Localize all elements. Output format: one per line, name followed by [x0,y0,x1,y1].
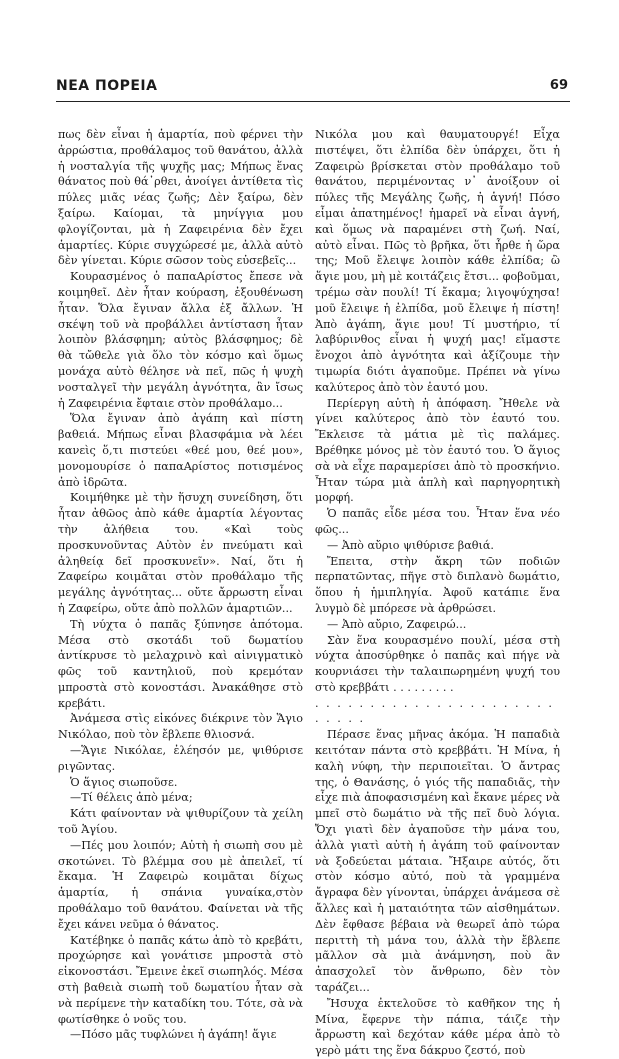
header-rule [56,101,570,102]
page-number: 69 [549,78,568,93]
running-header [56,78,568,100]
paragraph: — Ἀπὸ αὔριο, Ζαφειρώ... [327,617,467,631]
paragraph: Ὅλα ἔγιναν ἀπὸ ἀγάπη καὶ πίστη βαθειά. Μήπως εἶναι βλασφάμια νὰ λέει κανεὶς ὅ,τι πιστεύει «θεέ μου, θεέ μου», μονομουρίσε ὁ παπαΑρίστος ποτισμένος ἀπὸ ἱδρῶτα. [58,412,303,489]
paragraph: πως δὲν εἶναι ἡ ἁμαρτία, ποὺ φέρνει τὴν ἀρρώστια, προθάλαμος τοῦ θανάτου, ἀλλὰ ἡ νοσταλγία τῆς ψυχῆς μας; Μήπως ἕνας θάνατος ποὺ θά᾿ρθει, ἀνοίγει ἀντίθετα τὶς πύλες μιᾶς νέας ζωῆς; Δὲν ξαίρω, δὲν ξαίρω. Καίομαι, τὰ μηνίγγια μου φλογίζονται, μὰ ἡ Ζαφειρένια δὲν ἔχει ἁμαρτίες. Κύριε συγχώρεσέ με, ἀλλὰ αὐτὸ δὲν γίνεται. Κύριε σῶσον τοὺς εὐσεβεῖς... [58,128,303,268]
right-column [315,127,560,1058]
paragraph: Ἀνάμεσα στὶς εἰκόνες διέκρινε τὸν Ἅγιο Νικόλαο, ποὺ τὸν ἔβλεπε θλιοσνά. [58,712,303,742]
paragraph: Κοιμήθηκε μὲ τὴν ἥσυχη συνείδηση, ὅτι ἦταν ἀθῶος ἀπὸ κάθε ἁμαρτία λέγοντας τὴν ἀλήθεια του. «Καὶ τοὺς προσκυνοῦντας Αὐτὸν ἐν πνεύματι καὶ ἀληθείᾳ δεῖ προσκυνεῖν». Ναί, ὅτι ἡ Ζαφείρω κοιμᾶται στὸν προθάλαμο τῆς μεγάλης ἀγνότητας... οὔτε ἄρρωστη εἶναι ἡ Ζαφείρω, οὔτε ἀπὸ πολλῶν ἁμαρτιῶν... [58,491,303,615]
left-column [58,127,303,1042]
paragraph: Πέρασε ἕνας μῆνας ἀκόμα. Ἡ παπαδιὰ κειτόταν πάντα στὸ κρεββάτι. Ἡ Μίνα, ἡ καλὴ νύφη, τὴν περιποιεῖται. Ὁ ἄντρας της, ὁ Θανάσης, ὁ γιός τῆς παπαδιᾶς, τὴν εἶχε πιὰ ἀποφασισμένη καὶ ἔκανε μέρες νὰ μπεῖ στὸ δωμάτιο νὰ τῆς πεῖ δυὸ λόγια. Ὄχι γιατὶ δὲν ἀγαποῦσε τὴν μάνα του, ἀλλὰ γιατὶ αὐτὴ ἡ ἀγάπη τοῦ φαίνονταν νὰ ξοδεύεται μάταια. Ἤξαιρε αὐτός, ὅτι στὸν κόσμο αὐτό, ποὺ τὰ γραμμένα ἄγραφα δὲν γίνονται, ὑπάρχει ἀνάμεσα σὲ ἄλλες καὶ ἡ ματαιότητα τῶν αἰσθημάτων. Δὲν ἔφθασε βέβαια νὰ θεωρεῖ ἀπὸ τώρα περιττὴ τὴ μάνα του, ἀλλὰ τὴν ἔβλεπε μᾶλλον σὰ μιὰ ἀνάμνηση, ποὺ ἂν ἀπασχολεῖ τὸν ἄνθρωπο, δὲν τὸν ταράζει... [315,728,560,995]
paragraph: . . . . . . . . . . . . . . . . . . . . . . . . . . . [315,696,554,726]
paragraph: Κάτι φαίνονταν νὰ ψιθυρίζουν τὰ χείλη τοῦ Ἁγίου. [58,807,303,837]
journal-title: ΝΕΑ ΠΟΡΕΙΑ [56,78,158,94]
paragraph: —Τί θέλεις ἀπὸ μένα; [70,791,193,805]
paragraph: Κουρασμένος ὁ παπαΑρίστος ἔπεσε νὰ κοιμηθεῖ. Δὲν ἦταν κούραση, ἐξουθένωση ἦταν. Ὅλα ἔγιναν ἄλλα ἐξ ἄλλων. Ἡ σκέψη τοῦ νὰ προβάλλει ἀντίσταση ἦταν λοιπὸν βλάσφημη; αὐτὸς βλάσφημος; δὲ θὰ τὤθελε γιὰ ὅλο τὸν κόσμο καὶ ὅμως μονάχα αὐτὸ θέλησε νὰ πεῖ, πῶς ἡ ψυχὴ νοσταλγεῖ τὴν μεγάλη ἀγνότητα, ἂν ἴσως ἡ Ζαφειρένια ἔφταιε στὸν προθάλαμο... [58,270,303,410]
paragraph: — Ἀπὸ αὔριο ψιθύρισε βαθιά. [327,538,494,552]
paragraph: —Ἅγιε Νικόλαε, ἐλέησόν με, ψιθύρισε ριγῶντας. [58,744,303,773]
paragraph: —Πές μου λοιπόν; Αὐτὴ ἡ σιωπὴ σου μὲ σκοτώνει. Τὸ βλέμμα σου μὲ ἀπειλεῖ, τί ἔκαμα. Ἡ Ζαφειρὼ κοιμᾶται δίχως ἁμαρτία, ἡ σπάνια γυναίκα,στὸν προθάλαμο τοῦ θανάτου. Φαίνεται νὰ τῆς ἔχει κάνει νεῦμα ὁ θάνατος. [58,838,303,931]
paragraph: Τὴ νύχτα ὁ παπᾶς ξύπνησε ἀπότομα. Μέσα στὸ σκοτάδι τοῦ δωματίου ἀντίκρυσε τὸ μελαχρινὸ καὶ αἰνιγματικὸ φῶς τοῦ καντηλιοῦ, ποὺ κρεμόταν μπροστὰ στὸ κονοστάσι. Ἀνακάθησε στὸ κρεβάτι. [58,617,303,710]
paragraph: —Πόσο μᾶς τυφλώνει ἡ ἀγάπη! ἅγιε [70,1028,277,1042]
paragraph: Ἔπειτα, στὴν ἄκρη τῶν ποδιῶν περπατῶντας, πῆγε στὸ διπλανὸ δωμάτιο, ὅπου ἡ ἡμιπληγία. Ἀφοῦ κατάπιε ἕνα λυγμὸ δὲ μπόρεσε νὰ ἀρθρώσει. [315,554,560,615]
paragraph: Κατέβηκε ὁ παπᾶς κάτω ἀπὸ τὸ κρεβάτι, προχώρησε καὶ γονάτισε μπροστὰ στὸ εἰκονοστάσι. Ἔμεινε ἐκεῖ σιωπηλός. Μέσα στὴ βαθειὰ σιωπὴ τοῦ δωματίου ἦταν σὰ νὰ περίμενε τὴν καταδίκη του. Τότε, σὰ νὰ φωτίσθηκε ὁ νοῦς του. [58,933,303,1026]
paragraph: Ἤσυχα ἐκτελοῦσε τὸ καθῆκον της ἡ Μίνα, ἔφερνε τὴν πάπια, τάιζε τὴν ἄρρωστη καὶ δεχόταν κάθε μέρα ἀπὸ τὸ γερὸ μάτι της ἕνα δάκρυο ζεστό, ποὺ [315,996,560,1058]
paragraph: Περίεργη αὐτὴ ἡ ἀπόφαση. Ἤθελε νὰ γίνει καλύτερος ἀπὸ τὸν ἑαυτό του. Ἔκλεισε τὰ μάτια μὲ τὶς παλάμες. Βρέθηκε μόνος μὲ τὸν ἑαυτό του. Ὁ ἅγιος σὰ νὰ εἶχε παραμερίσει ἀπὸ τὸ προσκήνιο. Ἦταν τώρα μιὰ ἁπλὴ καὶ παρηγορητικὴ μορφή. [315,396,560,505]
paragraph: Ὁ παπᾶς εἶδε μέσα του. Ἦταν ἕνα νέο φῶς... [315,507,560,536]
paragraph: Ὁ ἅγιος σιωποῦσε. [70,775,178,789]
paragraph: Σὰν ἕνα κουρασμένο πουλί, μέσα στὴ νύχτα ἀποσύρθηκε ὁ παπᾶς καὶ πήγε νὰ κουρνιάσει τὴν ταλαιπωρημένη ψυχή του στὸ κρεββάτι . . . . . . . . . [315,633,560,694]
paragraph: Νικόλα μου καὶ θαυματουργέ! Εἶχα πιστέψει, ὅτι ἐλπίδα δὲν ὑπάρχει, ὅτι ἡ Ζαφειρὼ βρίσκεται στὸν προθάλαμο τοῦ θανάτου, περιμένοντας ν᾿ ἀνοίξουν οἱ πύλες τῆς Μεγάλης ζωῆς, ἡ ἁγνή! Πόσο εἶμαι ἀπατημένος! ἡμαρεῖ νὰ εἶναι ἁγνή, καὶ ὅμως νὰ παραμένει στὴ ζωή. Ναί, αὐτὸ εἶναι. Πῶς τὸ βρῆκα, ὅτι ἦρθε ἡ ὥρα της; Μοῦ ἔλειψε λοιπὸν κάθε ἐλπίδα; ὢ ἅγιε μου, μὴ μὲ κοιτάζεις ἔτσι... φοβοῦμαι, τρέμω σὰν πουλί! Τί ἔκαμα; λιγοψύχησα! μοῦ ἔλειψε ἡ ἐλπίδα, μοῦ ἔλειψε ἡ πίστη! Ἀπὸ ἀγάπη, ἅγιε μου! Τί μυστήριο, τί λαβύρινθος εἶναι ἡ ψυχή μας! εἴμαστε ἔνοχοι ἀπὸ ἀγνότητα καὶ ἀξίζουμε τὴν τιμωρία διότι ἀγαποῦμε. Πρέπει νὰ γίνω καλύτερος ἀπὸ τὸν ἑαυτό μου. [315,128,560,394]
